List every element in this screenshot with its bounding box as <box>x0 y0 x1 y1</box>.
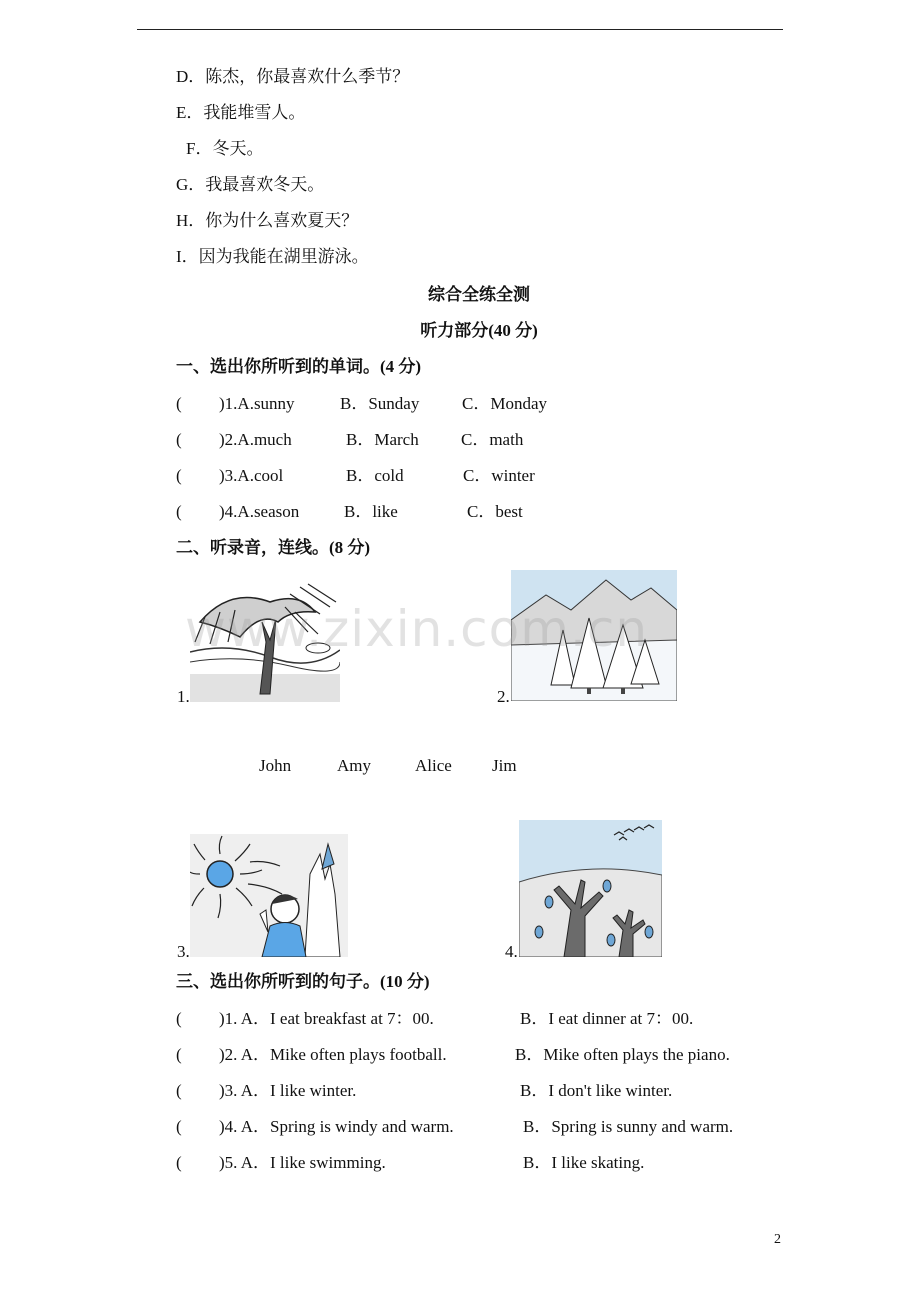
s3-q1-b: B．I eat dinner at 7：00. <box>520 1009 694 1028</box>
s1-q3-paren[interactable]: ( <box>176 466 182 485</box>
s1-q1-paren[interactable]: ( <box>176 394 182 413</box>
s3-q3-a: )3. A．I like winter. <box>219 1081 357 1100</box>
s3-q5-paren[interactable]: ( <box>176 1153 182 1172</box>
s3-q2-a: )2. A．Mike often plays football. <box>219 1045 447 1064</box>
sub-title: 听力部分(40 分) <box>420 321 538 340</box>
s3-q1-a: )1. A．I eat breakfast at 7：00. <box>219 1009 434 1028</box>
top-rule <box>137 29 783 30</box>
picture1-number: 1. <box>177 687 190 706</box>
s1-q2-b: B．March <box>346 430 419 449</box>
s3-q4-b: B．Spring is sunny and warm. <box>523 1117 734 1136</box>
watermark: www.zixin.com.cn <box>185 600 649 658</box>
s1-q4-a: )4.A.season <box>219 502 300 521</box>
s1-q4-paren[interactable]: ( <box>176 502 182 521</box>
option-i: I．因为我能在湖里游泳。 <box>176 247 369 266</box>
picture4-number: 4. <box>505 942 518 961</box>
s1-q4-b: B．like <box>344 502 398 521</box>
s1-q4-c: C．best <box>467 502 523 521</box>
s1-q1-c: C．Monday <box>462 394 547 413</box>
name-amy[interactable]: Amy <box>337 756 371 775</box>
picture3-number: 3. <box>177 942 190 961</box>
option-g: G．我最喜欢冬天。 <box>176 175 325 194</box>
page-number: 2 <box>774 1232 781 1247</box>
name-jim[interactable]: Jim <box>492 756 517 775</box>
s3-q1-paren[interactable]: ( <box>176 1009 182 1028</box>
autumn-trees-birds-picture <box>519 820 662 957</box>
name-alice[interactable]: Alice <box>415 756 452 775</box>
picture2-number: 2. <box>497 687 510 706</box>
section2-heading: 二、听录音，连线。(8 分) <box>176 538 371 557</box>
section1-heading: 一、选出你所听到的单词。(4 分) <box>176 357 422 376</box>
s1-q2-paren[interactable]: ( <box>176 430 182 449</box>
s1-q3-c: C．winter <box>463 466 535 485</box>
section3-heading: 三、选出你所听到的句子。(10 分) <box>176 972 430 991</box>
option-d: D．陈杰，你最喜欢什么季节？ <box>176 67 410 86</box>
s1-q2-c: C．math <box>461 430 524 449</box>
s1-q1-b: B．Sunday <box>340 394 420 413</box>
s3-q3-b: B．I don't like winter. <box>520 1081 673 1100</box>
s3-q3-paren[interactable]: ( <box>176 1081 182 1100</box>
option-f: F．冬天。 <box>186 139 264 158</box>
hot-sun-boy-picture <box>190 834 348 957</box>
s3-q4-a: )4. A．Spring is windy and warm. <box>219 1117 454 1136</box>
s1-q3-a: )3.A.cool <box>219 466 284 485</box>
option-e: E．我能堆雪人。 <box>176 103 306 122</box>
s3-q2-paren[interactable]: ( <box>176 1045 182 1064</box>
s3-q2-b: B．Mike often plays the piano. <box>515 1045 730 1064</box>
option-h: H．你为什么喜欢夏天？ <box>176 211 359 230</box>
s3-q4-paren[interactable]: ( <box>176 1117 182 1136</box>
s3-q5-a: )5. A．I like swimming. <box>219 1153 386 1172</box>
main-title: 综合全练全测 <box>428 285 530 304</box>
name-john[interactable]: John <box>259 756 292 775</box>
s1-q1-a: )1.A.sunny <box>219 394 295 413</box>
s1-q2-a: )2.A.much <box>219 430 292 449</box>
s1-q3-b: B．cold <box>346 466 404 485</box>
s3-q5-b: B．I like skating. <box>523 1153 645 1172</box>
